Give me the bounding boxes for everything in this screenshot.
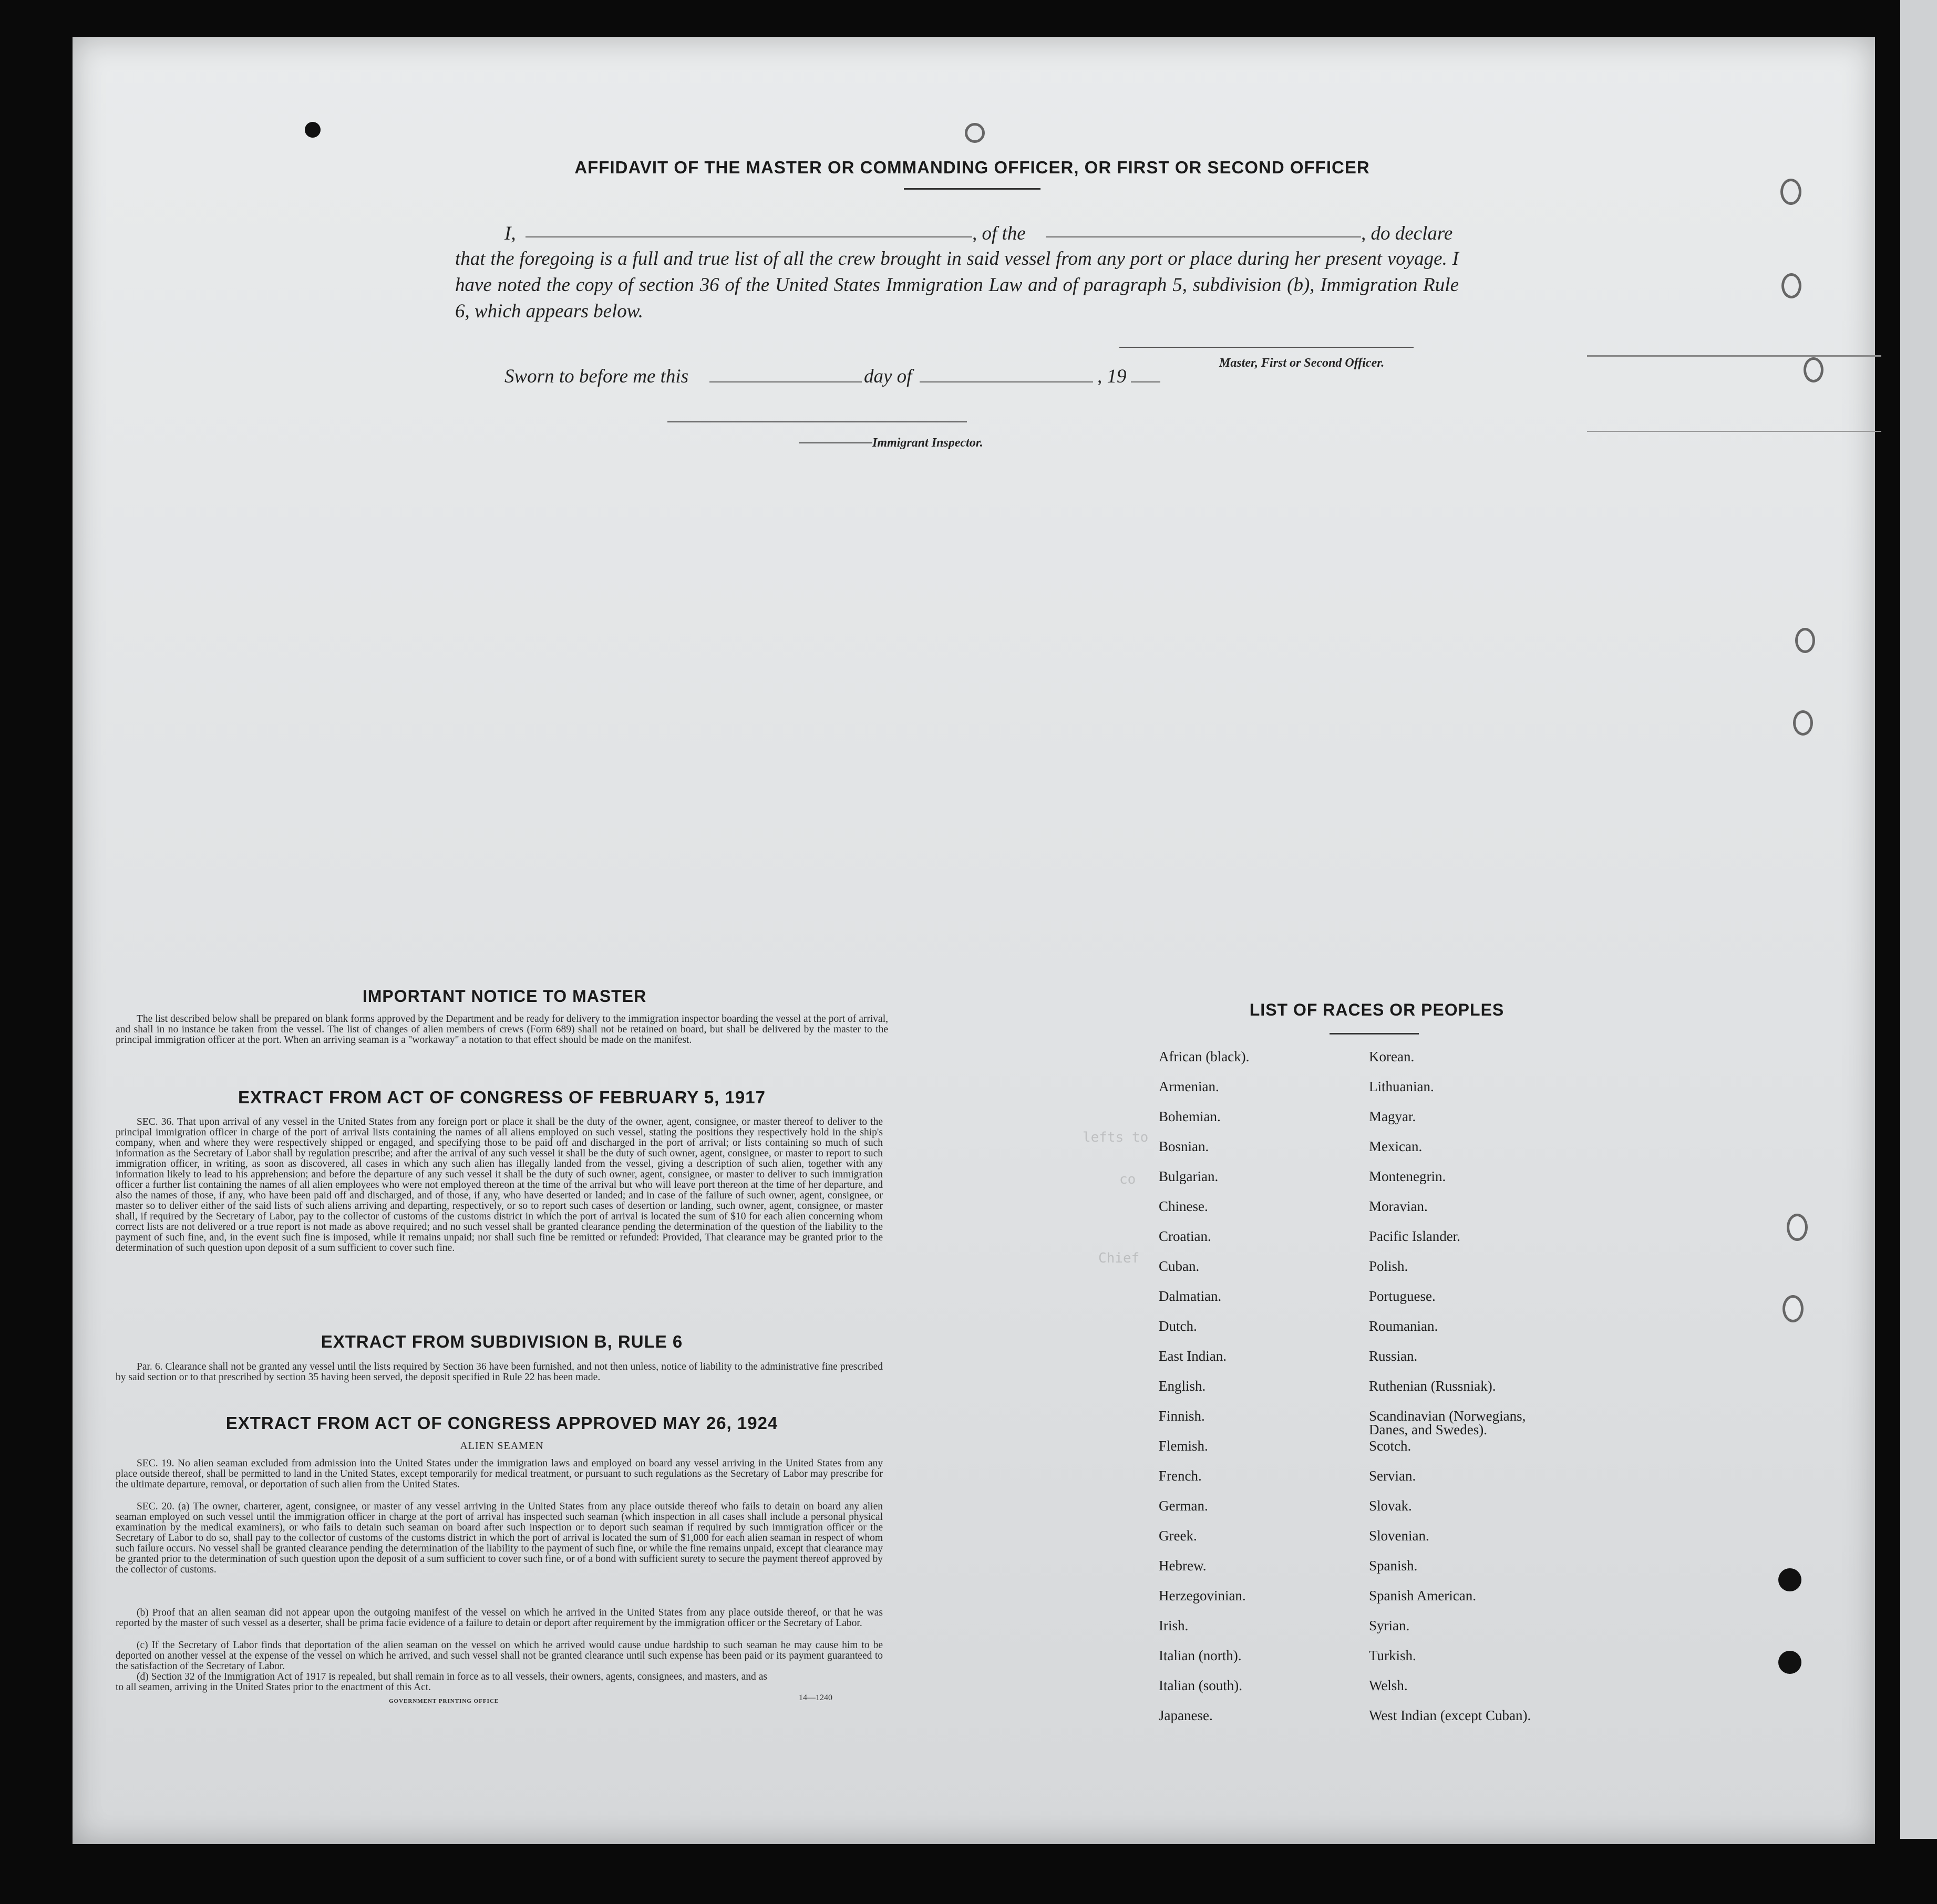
race-item: Montenegrin.: [1369, 1168, 1446, 1184]
race-item: Finnish.: [1159, 1408, 1205, 1424]
ledger-line: [1587, 431, 1881, 432]
binder-hole: [1787, 1214, 1808, 1241]
binder-hole: [1780, 179, 1801, 205]
race-item: Scotch.: [1369, 1438, 1411, 1454]
sec20d-text: (d) Section 32 of the Immigration Act of 1917 is repealed, but shall remain in force as to all vessels, their owners, agents, consignees, and masters, and as to all seamen, arriving in the United States prior to the enactment of this Act.: [116, 1671, 767, 1693]
inspector-dash: [799, 442, 872, 443]
race-item: Slovak.: [1369, 1498, 1412, 1514]
sec20b-text: (b) Proof that an alien seaman did not appear upon the outgoing manifest of the vessel on which he arrived in the United States from any place outside thereof, or that he was reported by the master of such vessel as a deserter, shall be prima facie evidence of a failure to detain or deport after requirement by the immigration officer or the Secretary of Labor.: [116, 1607, 883, 1629]
race-item: Chinese.: [1159, 1198, 1208, 1214]
race-item: Portuguese.: [1369, 1288, 1436, 1304]
punch-hole-top-left: [305, 122, 321, 138]
adjacent-page-edge: [1900, 0, 1937, 1839]
notice-text: The list described below shall be prepared on blank forms approved by the Department and be ready for delivery to the immigration inspector boarding the vessel at the port of arrival, and shall in no instance be taken from the vessel. The list of changes of alien members of crews (Form 689) shall not be retained on board, but shall be delivered by the master to the principal immigration officer at the port. When an arriving seaman is a "workaway" a notation to that effect should be made on the manifest.: [116, 1013, 888, 1046]
race-item: Slovenian.: [1369, 1528, 1429, 1544]
year-text: , 19: [1097, 366, 1127, 387]
sworn-year-blank[interactable]: [1131, 381, 1160, 382]
day-of-text: day of: [864, 366, 912, 387]
race-item: Mexican.: [1369, 1139, 1423, 1154]
race-item: African (black).: [1159, 1049, 1250, 1064]
rule6-title: EXTRACT FROM SUBDIVISION B, RULE 6: [321, 1332, 683, 1351]
race-item: Bulgarian.: [1159, 1168, 1219, 1184]
signature-line[interactable]: [1119, 347, 1414, 348]
race-item: Welsh.: [1369, 1678, 1408, 1693]
race-item: French.: [1159, 1468, 1202, 1484]
affidavit-i: I,: [504, 223, 516, 244]
binder-hole-dark: [1778, 1568, 1801, 1591]
race-item: Magyar.: [1369, 1109, 1416, 1124]
race-item: Syrian.: [1369, 1618, 1410, 1633]
race-item: Irish.: [1159, 1618, 1189, 1633]
race-item: East Indian.: [1159, 1348, 1227, 1364]
race-item: Dalmatian.: [1159, 1288, 1222, 1304]
race-item: Croatian.: [1159, 1228, 1211, 1244]
race-item: Italian (north).: [1159, 1648, 1242, 1663]
race-item: Spanish American.: [1369, 1588, 1476, 1603]
binder-hole: [1783, 1295, 1804, 1322]
races-title-underline: [1330, 1033, 1419, 1034]
race-item: Dutch.: [1159, 1318, 1197, 1334]
race-item: Hebrew.: [1159, 1558, 1207, 1574]
sworn-month-blank[interactable]: [920, 381, 1093, 382]
race-item: Servian.: [1369, 1468, 1416, 1484]
binder-hole: [1795, 628, 1815, 653]
binder-hole: [1781, 273, 1801, 298]
race-item: Bosnian.: [1159, 1139, 1209, 1154]
rule6-text: Par. 6. Clearance shall not be granted any vessel until the lists required by Section 36 have been furnished, and not then unless, notice of liability to the administrative fine prescribed by said section or to that prescribed by section 35 having been served, the deposit specified in Rule 22 has been made.: [116, 1361, 883, 1383]
binder-hole: [1804, 357, 1823, 382]
race-item: Roumanian.: [1369, 1318, 1438, 1334]
sec20a-text: SEC. 20. (a) The owner, charterer, agent, consignee, or master of any vessel arriving in the United States from any place outside thereof who fails to detain on board any alien seaman employed on such vessel until the immigration officer in charge at the port of arrival has inspected such seaman (which inspection in all cases shall include a personal physical examination by the medical examiners), or who fails to detain such seaman on board after such inspection or to deport such seaman if required by such immigration officer or the Secretary of Labor to do so, shall pay to the collector of customs of the customs district in which the port of arrival is located the sum of $1,000 for each alien seaman in respect of whom such failure occurs. No vessel shall be granted clearance pending the determination of the liability to the payment of such fine, or while the fine remains unpaid, except that clearance may be granted prior to the determination of such question upon the deposit of a sum sufficient to cover such fine, or of a bond with sufficient surety to secure the payment thereof approved by the collector of customs.: [116, 1501, 883, 1575]
race-item: Flemish.: [1159, 1438, 1208, 1454]
race-item: Italian (south).: [1159, 1678, 1242, 1693]
sec20c-text: (c) If the Secretary of Labor finds that deportation of the alien seaman on the vessel on which he arrived would cause undue hardship to such seaman he may cause him to be deported on another vessel at the expense of the vessel on which he arrived, and such vessel shall not be granted clearance until such expense has been paid or its payment guaranteed to the satisfaction of the Secretary of Labor.: [116, 1640, 883, 1672]
race-item: Japanese.: [1159, 1708, 1213, 1723]
affidavit-declare: , do declare: [1361, 223, 1453, 244]
race-item: Scandinavian (Norwegians, Danes, and Swedes).: [1369, 1408, 1526, 1437]
race-item: Herzegovinian.: [1159, 1588, 1246, 1603]
affidavit-title: AFFIDAVIT OF THE MASTER OR COMMANDING OFFICER, OR FIRST OR SECOND OFFICER: [574, 158, 1370, 177]
bleed-through-text: Chief: [1098, 1250, 1140, 1266]
race-item: Armenian.: [1159, 1079, 1219, 1094]
printer-imprint: GOVERNMENT PRINTING OFFICE: [389, 1698, 499, 1704]
bleed-through-text: co: [1119, 1172, 1136, 1187]
races-title: LIST OF RACES OR PEOPLES: [1249, 1000, 1505, 1019]
affidavit-body: that the foregoing is a full and true list of all the crew brought in said vessel from any port or place during her present voyage. I have noted the copy of section 36 of the United States Immigration Law and of paragraph 5, subdivision (b), Immigration Rule 6, which appears below.: [455, 248, 1459, 322]
title-underline: [904, 188, 1040, 190]
alien-seamen-heading: ALIEN SEAMEN: [460, 1440, 544, 1452]
extract-1917-title: EXTRACT FROM ACT OF CONGRESS OF FEBRUARY 5, 1917: [238, 1088, 766, 1107]
race-item: Russian.: [1369, 1348, 1418, 1364]
vessel-blank[interactable]: [1046, 236, 1361, 237]
inspector-label: Immigrant Inspector.: [872, 436, 983, 450]
punch-hole-top-center: [965, 123, 985, 143]
form-number: 14—1240: [799, 1693, 832, 1702]
affidavit-of-the: , of the: [972, 223, 1026, 244]
race-item: Polish.: [1369, 1258, 1408, 1274]
binder-hole-dark: [1778, 1651, 1801, 1674]
master-signature-label: Master, First or Second Officer.: [1219, 356, 1385, 370]
sworn-day-blank[interactable]: [709, 381, 862, 382]
race-item: English.: [1159, 1378, 1206, 1394]
race-item: German.: [1159, 1498, 1208, 1514]
race-item: Moravian.: [1369, 1198, 1428, 1214]
extract-1917-text: SEC. 36. That upon arrival of any vessel in the United States from any foreign port or place it shall be the duty of the owner, agent, consignee, or master thereof to deliver to the principal immigration officer in charge of the port of arrival lists containing the names of all aliens employed on such vessel, stating the positions they respectively hold in the ship's company, when and where they were respectively shipped or engaged, and specifying those to be paid off and discharged in the port of arrival; or lists containing so much of such information as the Secretary of Labor shall by regulation prescribe; and after the arrival of any such vessel it shall be the duty of such owner, agent, consignee, or master to report to such immigration officer, in writing, as soon as discovered, all cases in which any such alien has illegally landed from the vessel, giving a description of such alien, together with any information likely to lead to his apprehension; and before the departure of any such vessel it shall be the duty of such owner, agent, consignee, or master to deliver to such immigration officer a further list containing the names of all alien employees who were not employed thereon at the time of the arrival but who will leave port thereon at the time of her departure, and also the names of those, if any, who have been paid off and discharged, and of those, if any, who have deserted or landed; and in case of the failure of such owner, agent, consignee, or master so to deliver either of the said lists of such aliens arriving and departing, respectively, or so to report such cases of desertion or landing, such owner, agent, consignee, or master shall, if required by the Secretary of Labor, pay to the collector of customs of the customs district in which the port of arrival is located the sum of $10 for each alien concerning whom correct lists are not delivered or a true report is not made as above required; and no such vessel shall be granted clearance pending the determination of the question of the liability to the payment of such fine, and, in the event such fine is imposed, while it remains unpaid; nor shall such fine be remitted or refunded: Provided, That clearance may be granted prior to the determination of such question upon deposit of a sum sufficient to cover such fine.: [116, 1116, 883, 1254]
race-item: Ruthenian (Russniak).: [1369, 1378, 1496, 1394]
inspector-signature-line[interactable]: [667, 421, 967, 422]
race-item: Turkish.: [1369, 1648, 1416, 1663]
race-item: West Indian (except Cuban).: [1369, 1708, 1531, 1723]
race-item: Bohemian.: [1159, 1109, 1221, 1124]
ledger-line: [1587, 355, 1881, 357]
extract-1924-title: EXTRACT FROM ACT OF CONGRESS APPROVED MAY 26, 1924: [225, 1413, 778, 1433]
notice-title: IMPORTANT NOTICE TO MASTER: [362, 987, 647, 1006]
race-item: Pacific Islander.: [1369, 1228, 1460, 1244]
race-item: Greek.: [1159, 1528, 1197, 1544]
sec19-text: SEC. 19. No alien seaman excluded from admission into the United States under the immigration laws and employed on board any vessel arriving in the United States from any place outside thereof, shall be permitted to land in the United States, except temporarily for medical treatment, or pursuant to such regulations as the Secretary of Labor may prescribe for the ultimate departure, removal, or deportation of such alien from the United States.: [116, 1458, 883, 1490]
sworn-text: Sworn to before me this: [504, 366, 689, 387]
name-blank[interactable]: [526, 236, 972, 237]
binder-hole: [1793, 710, 1813, 736]
bleed-through-text: lefts to: [1083, 1130, 1149, 1145]
race-item: Lithuanian.: [1369, 1079, 1434, 1094]
race-item: Korean.: [1369, 1049, 1415, 1064]
race-item: Spanish.: [1369, 1558, 1418, 1574]
race-item: Cuban.: [1159, 1258, 1200, 1274]
